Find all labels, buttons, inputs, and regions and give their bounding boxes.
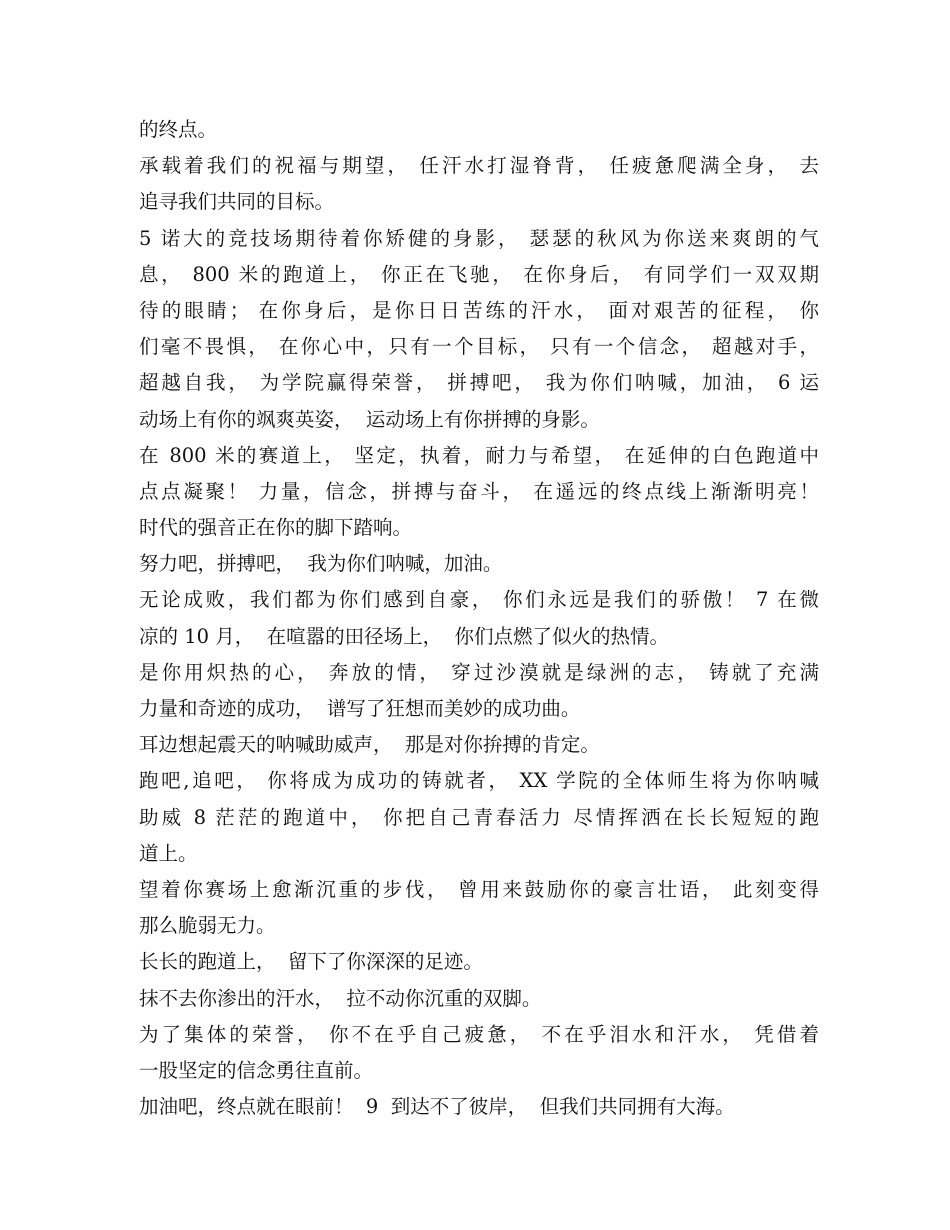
text-line: 们毫不畏惧， 在你心中，只有一个目标， 只有一个信念， 超越对手， bbox=[139, 335, 819, 359]
text-line: 长长的跑道上， 留下了你深深的足迹。 bbox=[139, 950, 483, 974]
text-line: 那么脆弱无力。 bbox=[139, 914, 276, 938]
text-line: 耳边想起震天的呐喊助威声， 那是对你拚搏的肯定。 bbox=[139, 733, 600, 757]
text-line: 动场上有你的飒爽英姿， 运动场上有你拼搏的身影。 bbox=[139, 407, 600, 431]
text-line: 息， 800 米的跑道上， 你正在飞驰， 在你身后， 有同学们一双双期 bbox=[139, 262, 819, 286]
text-line: 加油吧，终点就在眼前！ 9 到达不了彼岸， 但我们共同拥有大海。 bbox=[139, 1095, 735, 1119]
text-line: 点点凝聚！ 力量，信念，拼搏与奋斗， 在遥远的终点线上渐渐明亮！ bbox=[139, 479, 819, 503]
text-line: 是你用炽热的心， 奔放的情， 穿过沙漠就是绿洲的志， 铸就了充满 bbox=[139, 660, 819, 684]
text-line: 望着你赛场上愈渐沉重的步伐， 曾用来鼓励你的豪言壮语， 此刻变得 bbox=[139, 877, 819, 901]
text-line: 超越自我， 为学院赢得荣誉， 拼搏吧， 我为你们呐喊，加油， 6 运 bbox=[139, 371, 819, 395]
text-line: 为了集体的荣誉， 你不在乎自己疲惫， 不在乎泪水和汗水， 凭借着 bbox=[139, 1022, 819, 1046]
text-line: 跑吧,追吧， 你将成为成功的铸就者， XX 学院的全体师生将为你呐喊 bbox=[139, 769, 819, 793]
text-line: 凉的 10 月， 在喧嚣的田径场上， 你们点燃了似火的热情。 bbox=[139, 624, 670, 648]
body-text bbox=[139, 112, 819, 1125]
text-line: 抹不去你渗出的汗水， 拉不动你沉重的双脚。 bbox=[139, 986, 542, 1010]
text-line: 时代的强音正在你的脚下踏响。 bbox=[139, 516, 413, 540]
text-line: 道上。 bbox=[139, 841, 198, 865]
text-line: 助威 8 茫茫的跑道中， 你把自己青春活力 尽情挥洒在长长短短的跑 bbox=[139, 805, 819, 829]
text-line: 努力吧，拼搏吧， 我为你们呐喊，加油。 bbox=[139, 552, 503, 576]
text-line: 追寻我们共同的目标。 bbox=[139, 190, 335, 214]
text-line: 力量和奇迹的成功， 谱写了狂想而美妙的成功曲。 bbox=[139, 697, 581, 720]
text-line: 5 诺大的竞技场期待着你矫健的身影， 瑟瑟的秋风为你送来爽朗的气 bbox=[139, 226, 819, 250]
text-line: 承载着我们的祝福与期望， 任汗水打湿脊背， 任疲惫爬满全身， 去 bbox=[139, 154, 819, 178]
text-line: 在 800 米的赛道上， 坚定，执着，耐力与希望， 在延伸的白色跑道中 bbox=[139, 443, 819, 467]
text-line: 的终点。 bbox=[139, 118, 218, 141]
text-line: 一股坚定的信念勇往直前。 bbox=[139, 1058, 374, 1082]
text-line: 无论成败，我们都为你们感到自豪， 你们永远是我们的骄傲！ 7 在微 bbox=[139, 588, 819, 612]
text-line: 待的眼睛； 在你身后，是你日日苦练的汗水， 面对艰苦的征程， 你 bbox=[139, 298, 819, 322]
